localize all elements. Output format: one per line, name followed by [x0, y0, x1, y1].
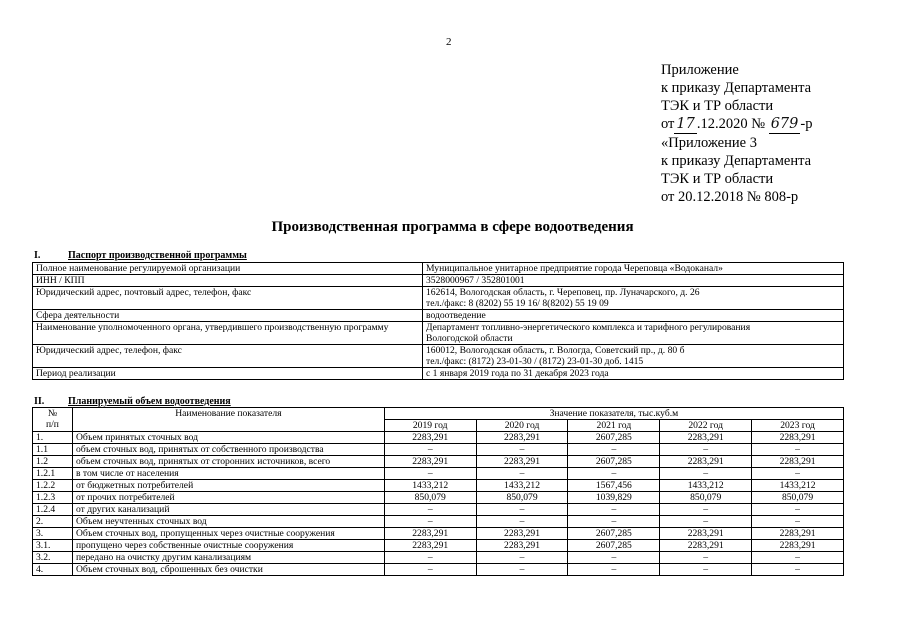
- row-name: Объем неучтенных сточных вод: [72, 516, 384, 528]
- row-value: –: [384, 468, 476, 480]
- row-value: –: [752, 516, 844, 528]
- appendix-line: Приложение: [661, 62, 739, 78]
- row-number: 1.: [33, 432, 73, 444]
- row-value: 2283,291: [476, 540, 568, 552]
- header-name: Наименование показателя: [72, 408, 384, 432]
- row-value: –: [476, 468, 568, 480]
- row-value: 2283,291: [752, 432, 844, 444]
- row-value: 850,079: [476, 492, 568, 504]
- volume-row: [33, 468, 844, 480]
- passport-row: [33, 310, 844, 322]
- row-value: 2607,285: [568, 432, 660, 444]
- header-year: 2023 год: [752, 420, 844, 432]
- row-value: 850,079: [752, 492, 844, 504]
- row-value: –: [568, 444, 660, 456]
- order-suffix: -р: [800, 116, 813, 132]
- row-value: 2283,291: [660, 456, 752, 468]
- row-value: 1433,212: [384, 480, 476, 492]
- row-value: –: [568, 552, 660, 564]
- row-number: 1.2.2: [33, 480, 73, 492]
- row-value: –: [660, 444, 752, 456]
- row-value: –: [660, 468, 752, 480]
- row-value: 2283,291: [660, 432, 752, 444]
- passport-row: [33, 263, 844, 275]
- order-date-middle: .12.2020 №: [696, 116, 766, 132]
- handwritten-order-number: 679: [770, 116, 799, 132]
- header-year: 2020 год: [476, 420, 568, 432]
- appendix-line: «Приложение 3: [661, 135, 757, 151]
- row-value: 1039,829: [568, 492, 660, 504]
- row-value: –: [476, 504, 568, 516]
- passport-row: [33, 287, 844, 310]
- passport-value-line: 3528000967 / 352801001: [426, 275, 525, 286]
- row-value: 2283,291: [384, 456, 476, 468]
- row-number: 1.2.3: [33, 492, 73, 504]
- volume-row: [33, 444, 844, 456]
- row-value: –: [384, 444, 476, 456]
- section-title: Планируемый объем водоотведения: [68, 396, 231, 407]
- volume-row: [33, 456, 844, 468]
- row-value: 2283,291: [476, 528, 568, 540]
- row-value: 2283,291: [752, 540, 844, 552]
- row-value: –: [384, 564, 476, 576]
- passport-value: [423, 310, 844, 322]
- appendix-line: от 20.12.2018 № 808-р: [661, 189, 799, 205]
- passport-value: [423, 368, 844, 380]
- row-value: –: [660, 516, 752, 528]
- row-name: от прочих потребителей: [72, 492, 384, 504]
- row-name: Объем сточных вод, сброшенных без очистки: [72, 564, 384, 576]
- volume-row: [33, 432, 844, 444]
- row-value: 2283,291: [476, 456, 568, 468]
- row-name: в том числе от населения: [72, 468, 384, 480]
- passport-value: [423, 322, 844, 345]
- row-number: 1.1: [33, 444, 73, 456]
- passport-label: Полное наименование регулируемой организации: [33, 263, 423, 275]
- row-value: –: [660, 564, 752, 576]
- passport-row: [33, 368, 844, 380]
- passport-value-line: водоотведение: [426, 310, 486, 321]
- row-name: объем сточных вод, принятых от сторонних источников, всего: [72, 456, 384, 468]
- document-title: Производственная программа в сфере водоотведения: [271, 219, 634, 235]
- row-number: 4.: [33, 564, 73, 576]
- appendix-line: к приказу Департамента: [661, 80, 812, 96]
- row-value: 1567,456: [568, 480, 660, 492]
- row-number: 2.: [33, 516, 73, 528]
- header-year: 2019 год: [384, 420, 476, 432]
- row-value: –: [476, 564, 568, 576]
- passport-label: Наименование уполномоченного органа, утвердившего производственную программу: [33, 322, 423, 345]
- row-value: 2283,291: [384, 432, 476, 444]
- volume-row: [33, 564, 844, 576]
- passport-value: [423, 345, 844, 368]
- header-values: Значение показателя, тыс.куб.м: [384, 408, 843, 420]
- row-value: 850,079: [384, 492, 476, 504]
- row-number: 3.: [33, 528, 73, 540]
- section-number: II.: [34, 396, 45, 407]
- volume-row: [33, 528, 844, 540]
- row-name: пропущено через собственные очистные сооружения: [72, 540, 384, 552]
- row-value: –: [384, 516, 476, 528]
- appendix-line: к приказу Департамента: [661, 153, 812, 169]
- appendix-order-line: [661, 115, 812, 134]
- section-title: Паспорт производственной программы: [68, 250, 247, 261]
- header-number-line: п/п: [46, 419, 59, 430]
- row-value: 2283,291: [752, 528, 844, 540]
- row-value: –: [752, 552, 844, 564]
- volume-row: [33, 540, 844, 552]
- volume-row: [33, 552, 844, 564]
- row-name: Объем принятых сточных вод: [72, 432, 384, 444]
- passport-row: [33, 322, 844, 345]
- volume-row: [33, 492, 844, 504]
- row-name: Объем сточных вод, пропущенных через очистные сооружения: [72, 528, 384, 540]
- row-name: передано на очистку другим канализациям: [72, 552, 384, 564]
- row-number: 3.1.: [33, 540, 73, 552]
- appendix-block: [661, 61, 812, 206]
- row-value: 2607,285: [568, 540, 660, 552]
- row-value: –: [660, 552, 752, 564]
- order-date-prefix: от: [661, 116, 675, 132]
- section-2-heading: [34, 396, 231, 407]
- passport-value-line: тел./факс: 8 (8202) 55 19 16/ 8(8202) 55 19 09: [426, 298, 609, 309]
- passport-value-line: тел./факс: (8172) 23-01-30 / (8172) 23-01-30 доб. 1415: [426, 356, 644, 367]
- row-value: –: [568, 468, 660, 480]
- volume-row: [33, 504, 844, 516]
- row-name: от бюджетных потребителей: [72, 480, 384, 492]
- passport-row: [33, 275, 844, 287]
- row-value: 1433,212: [752, 480, 844, 492]
- row-value: –: [660, 504, 752, 516]
- passport-table: [32, 262, 844, 380]
- row-value: –: [476, 552, 568, 564]
- row-value: –: [476, 444, 568, 456]
- passport-value-line: Департамент топливно-энергетического комплекса и тарифного регулирования: [426, 322, 751, 333]
- passport-value: [423, 275, 844, 287]
- passport-label: ИНН / КПП: [33, 275, 423, 287]
- volume-row: [33, 516, 844, 528]
- row-value: –: [752, 564, 844, 576]
- section-1-heading: [34, 250, 247, 261]
- passport-row: [33, 345, 844, 368]
- appendix-line: ТЭК и ТР области: [661, 98, 774, 114]
- row-value: 2607,285: [568, 456, 660, 468]
- appendix-line: ТЭК и ТР области: [661, 171, 774, 187]
- header-year: 2021 год: [568, 420, 660, 432]
- section-number: I.: [34, 250, 41, 261]
- header-number: [33, 408, 73, 432]
- row-name: от других канализаций: [72, 504, 384, 516]
- row-value: 850,079: [660, 492, 752, 504]
- passport-label: Юридический адрес, почтовый адрес, телефон, факс: [33, 287, 423, 310]
- row-number: 1.2.1: [33, 468, 73, 480]
- row-value: 2607,285: [568, 528, 660, 540]
- row-value: –: [752, 444, 844, 456]
- row-value: –: [384, 504, 476, 516]
- passport-label: Юридический адрес, телефон, факс: [33, 345, 423, 368]
- row-value: 2283,291: [384, 540, 476, 552]
- passport-value-line: с 1 января 2019 года по 31 декабря 2023 года: [426, 368, 609, 379]
- header-number-line: №: [47, 408, 58, 419]
- passport-value-line: 162614, Вологодская область, г. Череповец, пр. Луначарского, д. 26: [426, 287, 700, 298]
- row-name: объем сточных вод, принятых от собственного производства: [72, 444, 384, 456]
- handwritten-day: 17: [676, 116, 695, 132]
- row-value: –: [476, 516, 568, 528]
- row-value: 1433,212: [476, 480, 568, 492]
- header-year: 2022 год: [660, 420, 752, 432]
- passport-value: [423, 263, 844, 275]
- passport-value-line: 160012, Вологодская область, г. Вологда, Советский пр., д. 80 б: [426, 345, 685, 356]
- row-value: –: [384, 552, 476, 564]
- row-value: –: [568, 564, 660, 576]
- passport-value: [423, 287, 844, 310]
- volume-row: [33, 480, 844, 492]
- row-value: 2283,291: [660, 528, 752, 540]
- row-value: 2283,291: [660, 540, 752, 552]
- passport-value-line: Муниципальное унитарное предприятие города Череповца «Водоканал»: [426, 263, 723, 274]
- row-value: –: [752, 504, 844, 516]
- passport-label: Сфера деятельности: [33, 310, 423, 322]
- row-value: 2283,291: [752, 456, 844, 468]
- page-number: 2: [446, 36, 452, 48]
- passport-label: Период реализации: [33, 368, 423, 380]
- passport-value-line: Вологодской области: [426, 333, 513, 344]
- row-value: –: [752, 468, 844, 480]
- row-number: 1.2: [33, 456, 73, 468]
- row-value: 2283,291: [384, 528, 476, 540]
- row-value: 2283,291: [476, 432, 568, 444]
- row-number: 1.2.4: [33, 504, 73, 516]
- row-value: –: [568, 504, 660, 516]
- volume-table: [32, 407, 844, 576]
- row-number: 3.2.: [33, 552, 73, 564]
- row-value: 1433,212: [660, 480, 752, 492]
- row-value: –: [568, 516, 660, 528]
